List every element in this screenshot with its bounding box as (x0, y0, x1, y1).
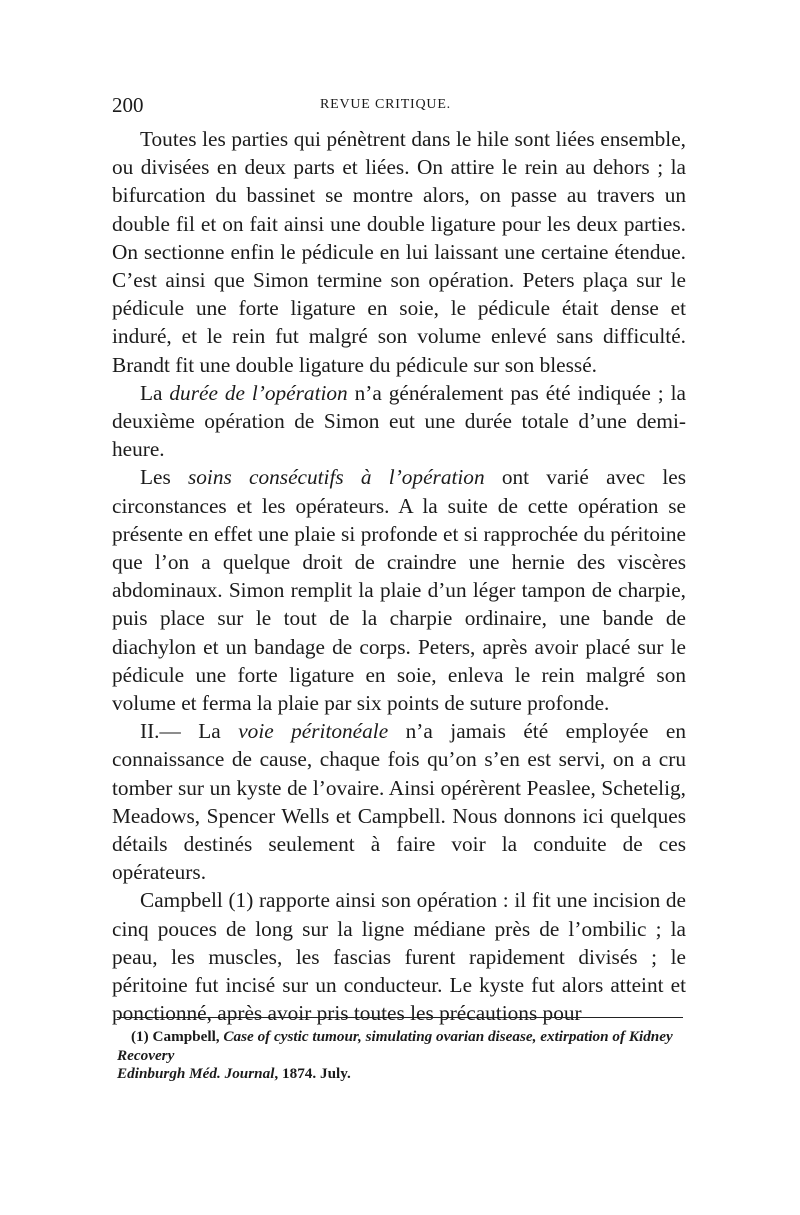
body-text (112, 125, 686, 1028)
page-header (112, 93, 686, 125)
italic-term: voie péritonéale (238, 719, 389, 744)
footnote-journal: Edinburgh Méd. Journal (117, 1065, 275, 1082)
footnote-title: Case of cystic tumour, simulating ovarian disease, extirpation of Kidney Recovery (117, 1028, 673, 1064)
footnote-rule (117, 1017, 683, 1018)
paragraph-text: Toutes les parties qui pénètrent dans le hile sont liées ensemble, ou divisées en deux parts et liées. On attire le rein au dehors ; la bifurcation du bassinet se montre alors, on passe au travers un double fil et on fait ainsi une double ligature pour les deux parties. On sectionne enfin le pédicule en lui laissant une certaine étendue. C’est ainsi que Simon termine son opération. Peters plaça sur le pédicule une forte ligature en soie, le pédicule était dense et induré, et le rein fut malgré son volume enlevé sans difficulté. Brandt fit une double ligature du pédicule sur son blessé. (112, 127, 686, 377)
paragraph (112, 886, 686, 1027)
running-head: REVUE CRITIQUE. (320, 97, 451, 112)
paragraph-text: n’a jamais été employée en connaissance de cause, chaque fois qu’on s’en est servi, on a cru tomber sur un kyste de l’ovaire. Ainsi opérèrent Peaslee, Schetelig, Meadows, Spencer Wells et Campbell. Nous donnons ici quelques détails destinés seulement à faire voir la conduite de ces opérateurs. (112, 719, 686, 885)
footnote-marker: (1) Campbell, (131, 1028, 224, 1045)
paragraph-text: n’a généralement pas été indiquée ; la deuxième opération de Simon eut une durée totale d’une demi-heure. (112, 380, 686, 462)
footnotes (117, 1017, 685, 1084)
page-number: 200 (112, 93, 144, 117)
footnote-date: , 1874. July. (274, 1065, 351, 1082)
paragraph (112, 379, 686, 464)
italic-term: durée de l’opération (169, 380, 348, 405)
paragraph (112, 125, 686, 379)
paragraph-text: ont varié avec les circonstances et les opérateurs. A la suite de cette opération se présente en effet une plaie si profonde et si rapprochée du péritoine que l’on a quelque droit de craindre une hernie des viscères abdominaux. Simon remplit la plaie d’un léger tampon de charpie, puis place sur le tout de la charpie ordinaire, une bande de diachylon et un bandage de corps. Peters, après avoir placé sur le pédicule une forte ligature en soie, enleva le rein malgré son volume et ferma la plaie par six points de suture profonde. (112, 465, 686, 716)
page (112, 93, 686, 1028)
paragraph-text: II.— La (140, 719, 239, 744)
italic-term: soins consécutifs à l’opération (188, 465, 485, 490)
paragraph-text: La (140, 380, 170, 405)
footnote (117, 1028, 685, 1084)
paragraph (112, 463, 686, 717)
paragraph-text: Campbell (1) rapporte ainsi son opération : il fit une incision de cinq pouces de long sur la ligne médiane près de l’ombilic ; la peau, les muscles, les fascias furent rapidement divisés ; le péritoine fut incisé sur un conducteur. Le kyste fut alors atteint et ponctionné, après avoir pris toutes les précautions pour (112, 888, 686, 1026)
paragraph (112, 717, 686, 886)
paragraph-text: Les (140, 465, 188, 490)
